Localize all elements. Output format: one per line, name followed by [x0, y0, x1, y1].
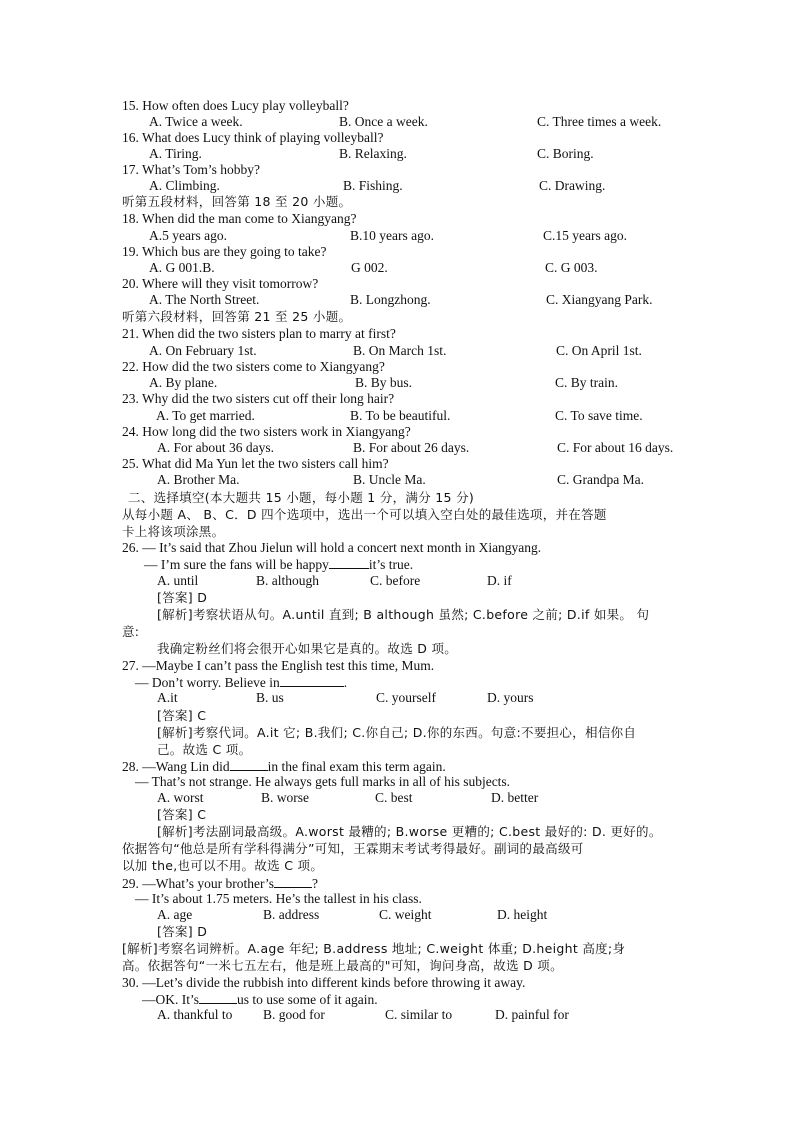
q28-option-a: A. worst — [157, 790, 204, 805]
q30-blank — [199, 991, 237, 1004]
q30-option-c: C. similar to — [385, 1007, 453, 1022]
q19-option-b: G 002. — [351, 260, 388, 275]
q16-stem: 16. What does Lucy think of playing volleyball? — [122, 130, 384, 145]
q26-option-b: B. although — [256, 573, 319, 588]
q25-stem: 25. What did Ma Yun let the two sisters call him? — [122, 456, 389, 471]
q26-line2-text: — I’m sure the fans will be happy — [144, 557, 329, 572]
q28-explanation-line1: [解析]考法副词最高级。A.worst 最糟的; B.worse 更糟的; C.best 最好的: D. 更好的。 — [157, 824, 662, 839]
q29-option-a: A. age — [157, 907, 193, 922]
q26-explanation-line2: 意: — [122, 624, 140, 639]
q26-blank — [329, 556, 369, 569]
q27-line2 — [135, 674, 347, 691]
q29-line1-text: 29. —What’s your brother’s — [122, 876, 274, 891]
q27-blank — [280, 674, 344, 687]
q18-option-b: B.10 years ago. — [350, 228, 434, 243]
q25-option-a: A. Brother Ma. — [157, 472, 240, 487]
q21-option-c: C. On April 1st. — [556, 343, 642, 358]
q29-explanation-line2: 高。依据答句“一米七五左右，他是班上最高的"可知，询问身高，故选 D 项。 — [122, 958, 563, 973]
q22-stem: 22. How did the two sisters come to Xiangyang? — [122, 359, 385, 374]
q29-line1 — [122, 875, 318, 892]
q16-option-b: B. Relaxing. — [339, 146, 407, 161]
q27-explanation-line1: [解析]考察代词。A.it 它; B.我们; C.你自己; D.你的东西。句意:不要担心，相信你自 — [157, 725, 637, 740]
part2-instruction-line1: 从每小题 A、 B、C．D 四个选项中，选出一个可以填入空白处的最佳选项，并在答题 — [122, 507, 607, 522]
q24-option-a: A. For about 36 days. — [157, 440, 274, 455]
q21-option-a: A. On February 1st. — [149, 343, 257, 358]
q26-line2-tail: it’s true. — [368, 557, 414, 572]
q28-option-d: D. better — [491, 790, 539, 805]
q25-option-b: B. Uncle Ma. — [353, 472, 426, 487]
q30-line2 — [142, 991, 378, 1008]
q26-option-d: D. if — [487, 573, 512, 588]
q26-option-c: C. before — [370, 573, 421, 588]
q29-option-c: C. weight — [379, 907, 432, 922]
q23-option-b: B. To be beautiful. — [350, 408, 451, 423]
q28-line2: — That’s not strange. He always gets full marks in all of his subjects. — [135, 774, 511, 789]
q29-line2: — It’s about 1.75 meters. He’s the tallest in his class. — [135, 891, 422, 906]
q23-option-a: A. To get married. — [156, 408, 255, 423]
q30-option-d: D. painful for — [495, 1007, 569, 1022]
q17-option-b: B. Fishing. — [343, 178, 403, 193]
q15-stem: 15. How often does Lucy play volleyball? — [122, 98, 349, 113]
part2-heading: 二、选择填空(本大题共 15 小题，每小题 1 分，满分 15 分) — [128, 490, 475, 505]
q30-line2-text: —OK. It’s — [142, 992, 199, 1007]
q18-option-a: A.5 years ago. — [149, 228, 227, 243]
q28-answer: [答案] C — [157, 807, 207, 822]
q28-line1-tail: in the final exam this term again. — [267, 759, 446, 774]
q27-line1: 27. —Maybe I can’t pass the English test this time, Mum. — [122, 658, 435, 673]
q27-answer: [答案] C — [157, 708, 207, 723]
part2-instruction-line2: 卡上将该项涂黑。 — [122, 524, 225, 539]
q26-option-a: A. until — [157, 573, 199, 588]
q26-explanation-line1: [解析]考察状语从句。A.until 直到; B although 虽然; C.before 之前; D.if 如果。 句 — [157, 607, 650, 622]
q15-option-a: A. Twice a week. — [149, 114, 243, 129]
q27-option-a: A.it — [157, 690, 178, 705]
q19-stem: 19. Which bus are they going to take? — [122, 244, 327, 259]
q29-answer: [答案] D — [157, 924, 208, 939]
q29-option-d: D. height — [497, 907, 548, 922]
q26-line1: 26. — It’s said that Zhou Jielun will hold a concert next month in Xiangyang. — [122, 540, 542, 555]
q30-option-b: B. good for — [263, 1007, 325, 1022]
q17-option-a: A. Climbing. — [149, 178, 220, 193]
q30-line1: 30. —Let’s divide the rubbish into different kinds before throwing it away. — [122, 975, 526, 990]
q29-line1-tail: ? — [311, 876, 318, 891]
q28-blank — [230, 758, 268, 771]
q28-option-c: C. best — [375, 790, 413, 805]
q18-option-c: C.15 years ago. — [543, 228, 627, 243]
q22-option-a: A. By plane. — [149, 375, 218, 390]
q27-option-c: C. yourself — [376, 690, 436, 705]
q28-explanation-line3: 以加 the,也可以不用。故选 C 项。 — [122, 858, 324, 873]
q23-stem: 23. Why did the two sisters cut off their long hair? — [122, 391, 395, 406]
q28-line1-text: 28. —Wang Lin did — [122, 759, 230, 774]
q30-line2-tail: us to use some of it again. — [237, 992, 378, 1007]
q27-option-d: D. yours — [487, 690, 534, 705]
q17-stem: 17. What’s Tom’s hobby? — [122, 162, 261, 177]
section5-instruction: 听第五段材料，回答第 18 至 20 小题。 — [122, 194, 352, 209]
q24-stem: 24. How long did the two sisters work in Xiangyang? — [122, 424, 411, 439]
section6-instruction: 听第六段材料，回答第 21 至 25 小题。 — [122, 309, 352, 324]
q21-option-b: B. On March 1st. — [353, 343, 447, 358]
q22-option-b: B. By bus. — [355, 375, 413, 390]
q19-option-c: C. G 003. — [545, 260, 598, 275]
q20-option-c: C. Xiangyang Park. — [546, 292, 653, 307]
q16-option-c: C. Boring. — [537, 146, 594, 161]
q26-explanation-line3: 我确定粉丝们将会很开心如果它是真的。故选 D 项。 — [157, 641, 458, 656]
q28-option-b: B. worse — [261, 790, 309, 805]
q28-explanation-line2: 依据答句“他总是所有学科得满分”可知，王霖期末考试考得最好。副词的最高级可 — [122, 841, 584, 856]
q27-explanation-line2: 己。故选 C 项。 — [157, 742, 252, 757]
q24-option-c: C. For about 16 days. — [557, 440, 674, 455]
q15-option-b: B. Once a week. — [339, 114, 428, 129]
q28-line1 — [122, 758, 446, 775]
q26-line2 — [144, 556, 413, 573]
q29-option-b: B. address — [263, 907, 320, 922]
q27-line2-text: — Don’t worry. Believe in — [135, 675, 280, 690]
q29-explanation-line1: [解析]考察名词辨析。A.age 年纪; B.address 地址; C.weight 体重; D.height 高度;身 — [122, 941, 626, 956]
q27-option-b: B. us — [256, 690, 284, 705]
q20-option-a: A. The North Street. — [149, 292, 260, 307]
q20-stem: 20. Where will they visit tomorrow? — [122, 276, 319, 291]
q23-option-c: C. To save time. — [555, 408, 643, 423]
q30-option-a: A. thankful to — [157, 1007, 233, 1022]
q25-option-c: C. Grandpa Ma. — [557, 472, 644, 487]
q26-answer: [答案] D — [157, 590, 208, 605]
q24-option-b: B. For about 26 days. — [353, 440, 470, 455]
q29-blank — [274, 875, 312, 888]
q17-option-c: C. Drawing. — [539, 178, 606, 193]
q21-stem: 21. When did the two sisters plan to marry at first? — [122, 326, 396, 341]
q19-option-a: A. G 001.B. — [149, 260, 215, 275]
q16-option-a: A. Tiring. — [149, 146, 202, 161]
q15-option-c: C. Three times a week. — [537, 114, 662, 129]
q22-option-c: C. By train. — [555, 375, 618, 390]
q18-stem: 18. When did the man come to Xiangyang? — [122, 211, 357, 226]
q20-option-b: B. Longzhong. — [350, 292, 431, 307]
q27-line2-tail: . — [343, 675, 348, 690]
